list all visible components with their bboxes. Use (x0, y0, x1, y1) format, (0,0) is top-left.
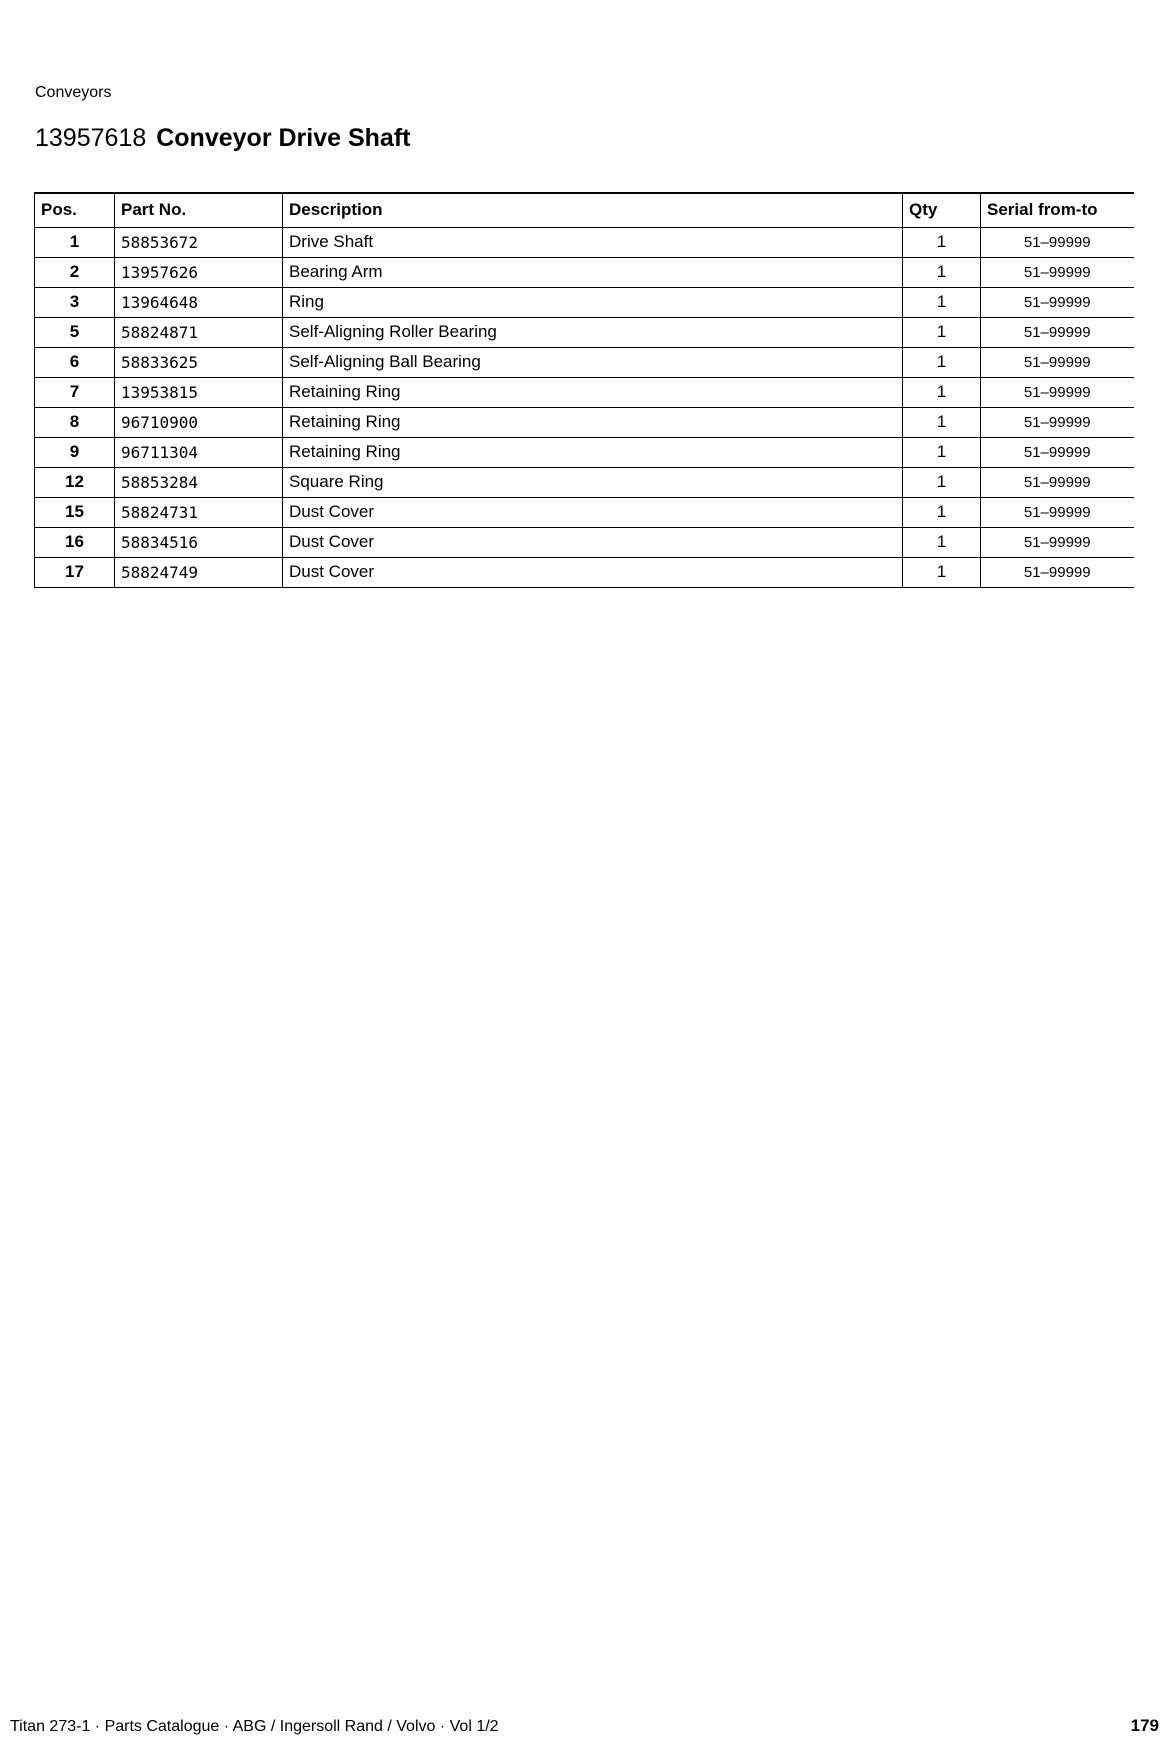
page-number: 179 (1130, 1716, 1159, 1735)
cell-serial: 51–99999 (981, 287, 1134, 317)
cell-serial: 51–99999 (981, 557, 1134, 587)
cell-part-no: 58853284 (115, 467, 283, 497)
page-title (35, 124, 410, 153)
header-qty: Qty (903, 193, 981, 227)
cell-serial: 51–99999 (981, 407, 1134, 437)
cell-qty: 1 (903, 317, 981, 347)
cell-description: Dust Cover (283, 497, 903, 527)
cell-qty: 1 (903, 257, 981, 287)
cell-pos: 12 (35, 467, 115, 497)
cell-pos: 7 (35, 377, 115, 407)
cell-description: Self-Aligning Ball Bearing (283, 347, 903, 377)
cell-qty: 1 (903, 467, 981, 497)
cell-description: Ring (283, 287, 903, 317)
assembly-title: Conveyor Drive Shaft (156, 124, 411, 152)
cell-part-no: 58853672 (115, 227, 283, 257)
cell-part-no: 58824731 (115, 497, 283, 527)
parts-table-body (35, 227, 1134, 587)
cell-description: Self-Aligning Roller Bearing (283, 317, 903, 347)
cell-pos: 9 (35, 437, 115, 467)
cell-qty: 1 (903, 497, 981, 527)
cell-serial: 51–99999 (981, 527, 1134, 557)
table-row (35, 407, 1134, 437)
cell-pos: 5 (35, 317, 115, 347)
cell-description: Square Ring (283, 467, 903, 497)
header-description: Description (283, 193, 903, 227)
table-row (35, 347, 1134, 377)
table-row (35, 497, 1134, 527)
table-row (35, 437, 1134, 467)
cell-qty: 1 (903, 227, 981, 257)
cell-part-no: 13953815 (115, 377, 283, 407)
table-row (35, 467, 1134, 497)
cell-description: Bearing Arm (283, 257, 903, 287)
table-row (35, 557, 1134, 587)
cell-qty: 1 (903, 407, 981, 437)
cell-pos: 15 (35, 497, 115, 527)
header-pos: Pos. (35, 193, 115, 227)
cell-part-no: 13964648 (115, 287, 283, 317)
cell-serial: 51–99999 (981, 467, 1134, 497)
table-row (35, 287, 1134, 317)
footer-text: Titan 273-1 · Parts Catalogue · ABG / Ingersoll Rand / Volvo · Vol 1/2 (10, 1718, 499, 1735)
cell-pos: 8 (35, 407, 115, 437)
cell-serial: 51–99999 (981, 317, 1134, 347)
cell-qty: 1 (903, 437, 981, 467)
cell-part-no: 58824749 (115, 557, 283, 587)
cell-serial: 51–99999 (981, 497, 1134, 527)
header-serial: Serial from-to (981, 193, 1134, 227)
parts-table (34, 192, 1134, 588)
cell-description: Dust Cover (283, 527, 903, 557)
cell-part-no: 58824871 (115, 317, 283, 347)
cell-qty: 1 (903, 347, 981, 377)
cell-description: Retaining Ring (283, 437, 903, 467)
cell-serial: 51–99999 (981, 227, 1134, 257)
table-row (35, 317, 1134, 347)
cell-part-no: 13957626 (115, 257, 283, 287)
table-row (35, 227, 1134, 257)
cell-pos: 16 (35, 527, 115, 557)
cell-pos: 1 (35, 227, 115, 257)
table-row (35, 527, 1134, 557)
cell-pos: 3 (35, 287, 115, 317)
table-row (35, 257, 1134, 287)
assembly-number: 13957618 (35, 124, 147, 152)
cell-pos: 6 (35, 347, 115, 377)
table-header-row (35, 193, 1134, 227)
cell-serial: 51–99999 (981, 377, 1134, 407)
cell-pos: 2 (35, 257, 115, 287)
cell-serial: 51–99999 (981, 257, 1134, 287)
cell-serial: 51–99999 (981, 437, 1134, 467)
cell-qty: 1 (903, 287, 981, 317)
cell-serial: 51–99999 (981, 347, 1134, 377)
cell-description: Drive Shaft (283, 227, 903, 257)
cell-part-no: 96710900 (115, 407, 283, 437)
cell-part-no: 58833625 (115, 347, 283, 377)
cell-pos: 17 (35, 557, 115, 587)
table-row (35, 377, 1134, 407)
cell-description: Retaining Ring (283, 377, 903, 407)
cell-qty: 1 (903, 377, 981, 407)
cell-qty: 1 (903, 527, 981, 557)
cell-qty: 1 (903, 557, 981, 587)
cell-part-no: 96711304 (115, 437, 283, 467)
cell-part-no: 58834516 (115, 527, 283, 557)
section-label: Conveyors (35, 84, 112, 101)
header-part-no: Part No. (115, 193, 283, 227)
cell-description: Retaining Ring (283, 407, 903, 437)
cell-description: Dust Cover (283, 557, 903, 587)
